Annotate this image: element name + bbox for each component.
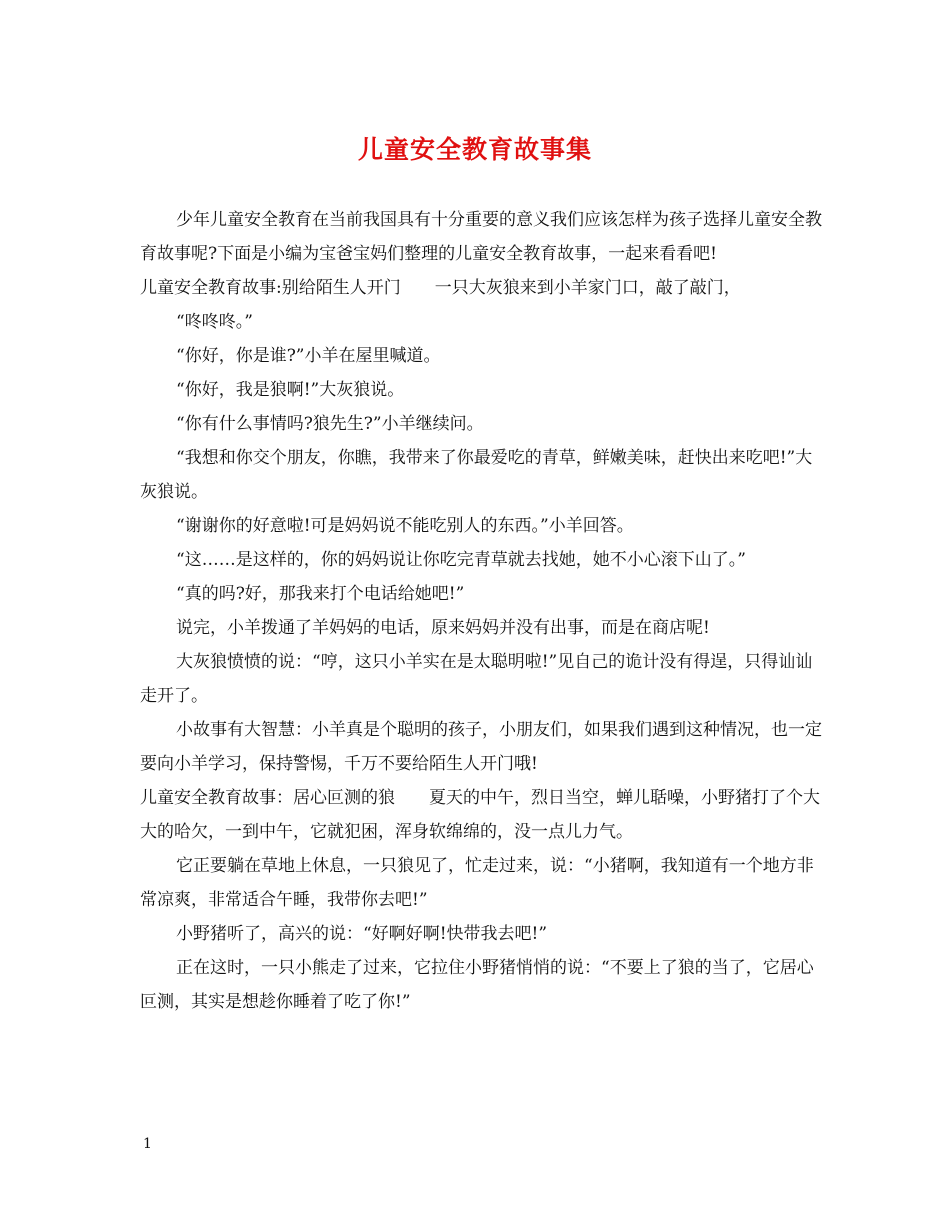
paragraph: 大灰狼愤愤的说：“哼，这只小羊实在是太聪明啦!”见自己的诡计没有得逞，只得讪讪走开了。 — [140, 652, 813, 706]
paragraph: 它正要躺在草地上休息，一只狼见了，忙走过来，说：“小猪啊，我知道有一个地方非常凉爽，非常适合午睡，我带你去吧!” — [140, 856, 814, 910]
paragraph: “谢谢你的好意啦!可是妈妈说不能吃别人的东西。”小羊回答。 — [176, 516, 634, 536]
paragraph: “真的吗?好，那我来打个电话给她吧!” — [176, 584, 465, 604]
paragraph: 说完，小羊拨通了羊妈妈的电话，原来妈妈并没有出事，而是在商店呢! — [176, 618, 710, 638]
section-heading-paragraph: 儿童安全教育故事：居心叵测的狼 夏天的中午，烈日当空，蝉儿聒噪，小野猪打了个大大的哈欠，一到中午，它就犯困，浑身软绵绵的，没一点儿力气。 — [140, 788, 820, 842]
page-number: 1 — [143, 1136, 152, 1152]
paragraph: “这……是这样的，你的妈妈说让你吃完青草就去找她，她不小心滚下山了。” — [176, 550, 746, 570]
document-title: 儿童安全教育故事集 — [357, 135, 592, 164]
paragraph: 小故事有大智慧：小羊真是个聪明的孩子，小朋友们，如果我们遇到这种情况，也一定要向小羊学习，保持警惕，千万不要给陌生人开门哦! — [140, 720, 822, 774]
document-body — [140, 203, 825, 1019]
paragraph: “咚咚咚。” — [176, 312, 253, 332]
paragraph: “你好，我是狼啊!”大灰狼说。 — [176, 380, 405, 400]
paragraph: 少年儿童安全教育在当前我国具有十分重要的意义我们应该怎样为孩子选择儿童安全教育故事呢?下面是小编为宝爸宝妈们整理的儿童安全教育故事，一起来看看吧! — [140, 210, 822, 264]
paragraph: “你有什么事情吗?狼先生?”小羊继续问。 — [176, 414, 484, 434]
paragraph: 正在这时，一只小熊走了过来，它拉住小野猪悄悄的说：“不要上了狼的当了，它居心叵测，其实是想趁你睡着了吃了你!” — [140, 958, 814, 1012]
section-heading-paragraph: 儿童安全教育故事:别给陌生人开门 一只大灰狼来到小羊家门口，敲了敲门， — [140, 278, 741, 298]
paragraph: 小野猪听了，高兴的说：“好啊好啊!快带我去吧!” — [176, 924, 548, 944]
paragraph: “你好，你是谁?”小羊在屋里喊道。 — [176, 346, 441, 366]
paragraph: “我想和你交个朋友，你瞧，我带来了你最爱吃的青草，鲜嫩美味，赶快出来吃吧!”大灰狼说。 — [140, 448, 813, 502]
